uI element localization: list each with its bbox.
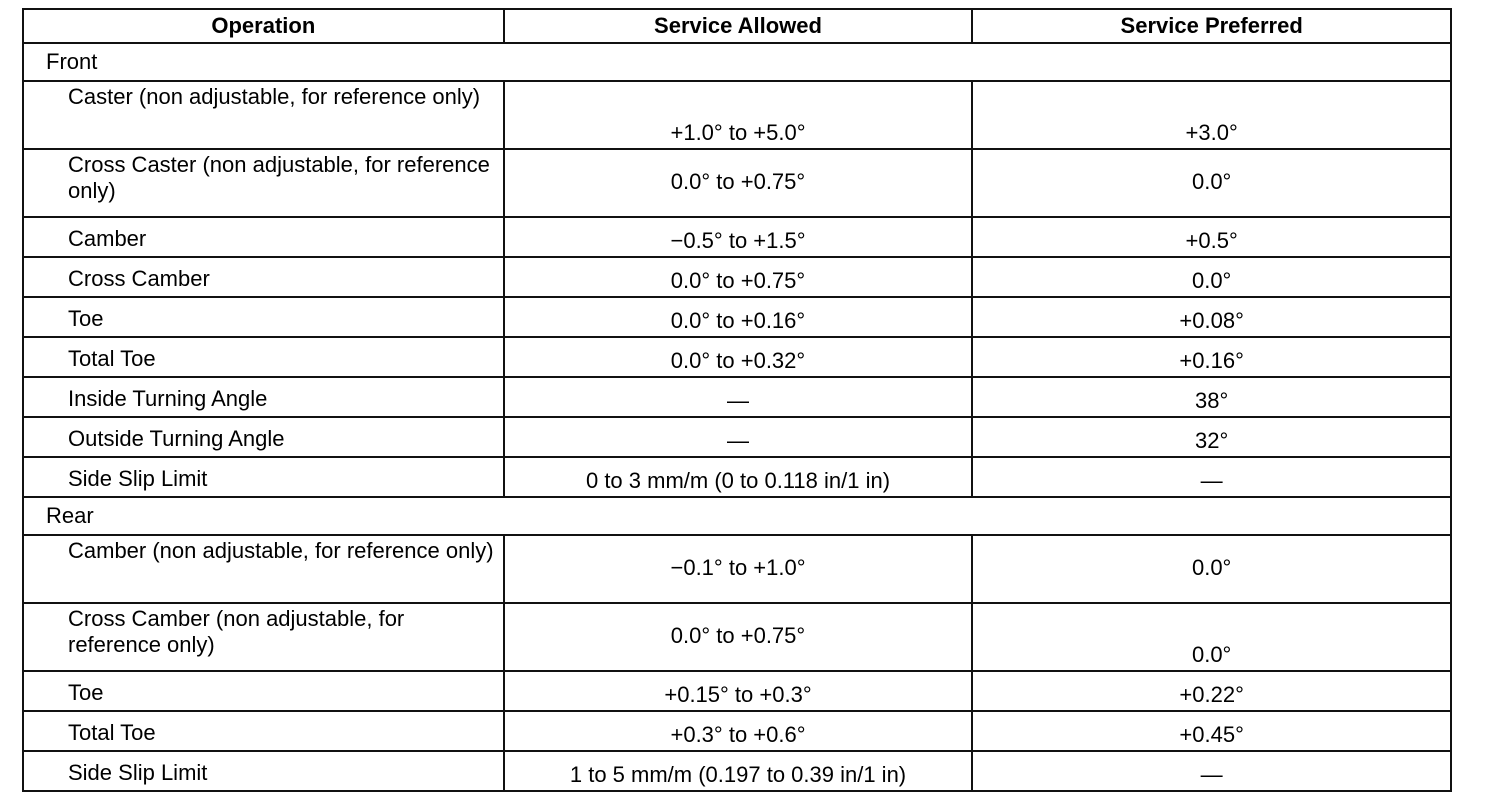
table-row: [23, 217, 1451, 257]
preferred-cell: +0.16°: [972, 337, 1451, 377]
operation-cell: Caster (non adjustable, for reference only): [23, 81, 504, 149]
allowed-cell: 1 to 5 mm/m (0.197 to 0.39 in/1 in): [504, 751, 973, 791]
preferred-cell: 32°: [972, 417, 1451, 457]
table-row: [23, 417, 1451, 457]
preferred-cell: 38°: [972, 377, 1451, 417]
allowed-cell: −0.5° to +1.5°: [504, 217, 973, 257]
preferred-cell: 0.0°: [972, 149, 1451, 217]
preferred-cell: +0.08°: [972, 297, 1451, 337]
preferred-cell: —: [972, 457, 1451, 497]
preferred-cell: +3.0°: [972, 81, 1451, 149]
section-label: Front: [23, 43, 1451, 81]
allowed-cell: —: [504, 417, 973, 457]
operation-cell: Side Slip Limit: [23, 751, 504, 791]
preferred-cell: +0.22°: [972, 671, 1451, 711]
alignment-spec-table: [22, 8, 1452, 792]
table-row: [23, 337, 1451, 377]
operation-cell: Camber: [23, 217, 504, 257]
operation-cell: Cross Caster (non adjustable, for reference only): [23, 149, 504, 217]
operation-cell: Inside Turning Angle: [23, 377, 504, 417]
table-row: [23, 377, 1451, 417]
allowed-cell: 0.0° to +0.75°: [504, 603, 973, 671]
section-label: Rear: [23, 497, 1451, 535]
table-row: [23, 711, 1451, 751]
preferred-cell: 0.0°: [972, 603, 1451, 671]
table-row: [23, 81, 1451, 149]
allowed-cell: 0.0° to +0.75°: [504, 149, 973, 217]
header-row: [23, 9, 1451, 43]
table-row: [23, 257, 1451, 297]
operation-cell: Cross Camber: [23, 257, 504, 297]
operation-cell: Toe: [23, 297, 504, 337]
header-service-allowed: Service Allowed: [504, 9, 973, 43]
section-row-rear: [23, 497, 1451, 535]
allowed-cell: 0.0° to +0.32°: [504, 337, 973, 377]
operation-cell: Camber (non adjustable, for reference only): [23, 535, 504, 603]
preferred-cell: +0.45°: [972, 711, 1451, 751]
preferred-cell: 0.0°: [972, 257, 1451, 297]
table-row: [23, 751, 1451, 791]
section-row-front: [23, 43, 1451, 81]
preferred-cell: 0.0°: [972, 535, 1451, 603]
operation-cell: Side Slip Limit: [23, 457, 504, 497]
preferred-cell: —: [972, 751, 1451, 791]
header-operation: Operation: [23, 9, 504, 43]
table-row: [23, 671, 1451, 711]
allowed-cell: −0.1° to +1.0°: [504, 535, 973, 603]
allowed-cell: +0.3° to +0.6°: [504, 711, 973, 751]
allowed-cell: 0.0° to +0.75°: [504, 257, 973, 297]
operation-cell: Outside Turning Angle: [23, 417, 504, 457]
table-row: [23, 603, 1451, 671]
allowed-cell: +0.15° to +0.3°: [504, 671, 973, 711]
allowed-cell: +1.0° to +5.0°: [504, 81, 973, 149]
operation-cell: Cross Camber (non adjustable, for reference only): [23, 603, 504, 671]
allowed-cell: 0 to 3 mm/m (0 to 0.118 in/1 in): [504, 457, 973, 497]
table-row: [23, 535, 1451, 603]
operation-cell: Toe: [23, 671, 504, 711]
table-row: [23, 149, 1451, 217]
operation-cell: Total Toe: [23, 337, 504, 377]
allowed-cell: —: [504, 377, 973, 417]
table-row: [23, 297, 1451, 337]
preferred-cell: +0.5°: [972, 217, 1451, 257]
table-row: [23, 457, 1451, 497]
allowed-cell: 0.0° to +0.16°: [504, 297, 973, 337]
header-service-preferred: Service Preferred: [972, 9, 1451, 43]
operation-cell: Total Toe: [23, 711, 504, 751]
